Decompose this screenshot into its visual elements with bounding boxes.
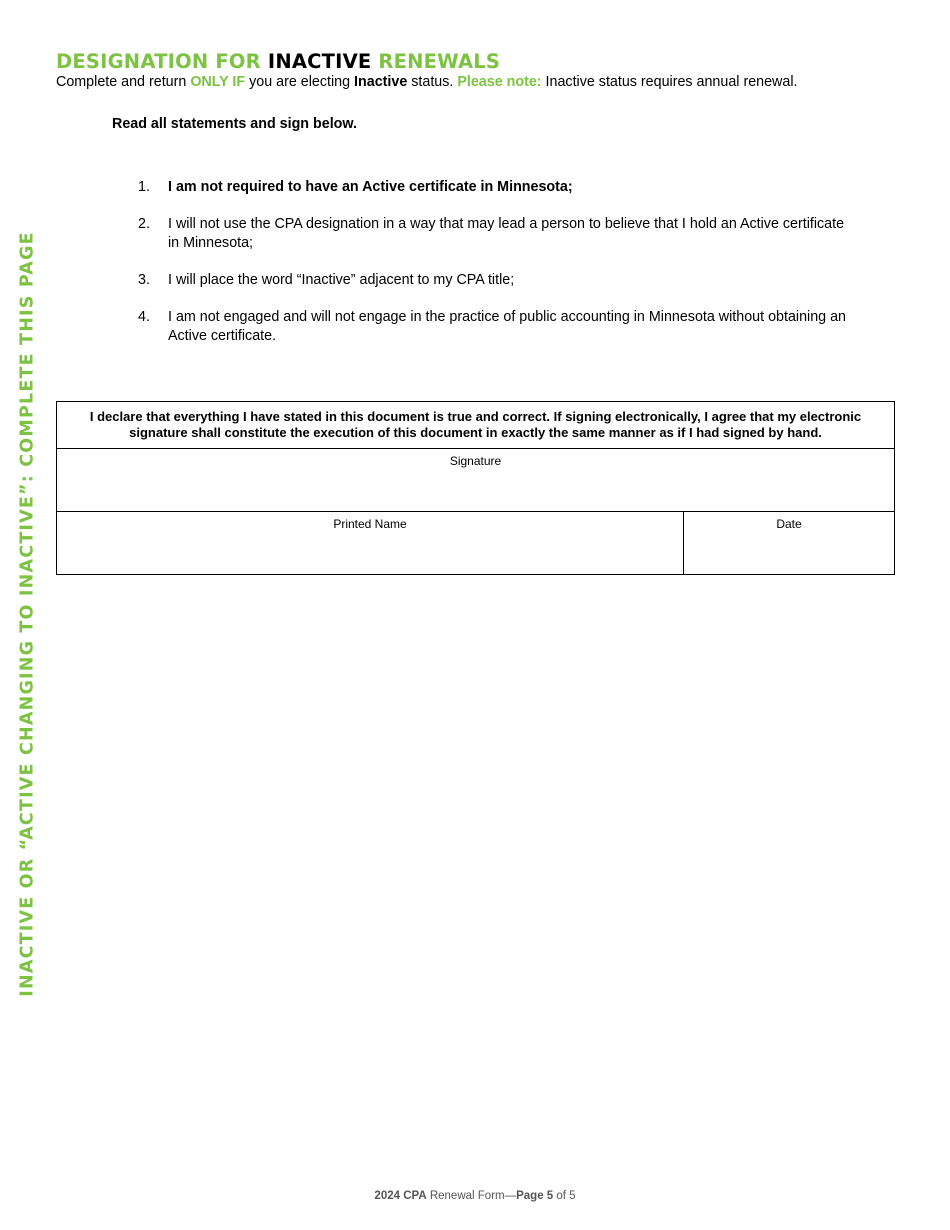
statement-number: 4. <box>138 309 150 325</box>
side-label <box>13 216 43 1011</box>
page-subtitle <box>56 74 797 90</box>
name-date-row <box>57 512 894 574</box>
date-field[interactable] <box>684 512 894 574</box>
title-part-2: INACTIVE <box>267 50 372 73</box>
statement-item <box>138 178 858 197</box>
subtitle-t6: Please note: <box>457 74 542 90</box>
subtitle-t5: status. <box>407 74 458 90</box>
instruction-text: Read all statements and sign below. <box>112 116 357 132</box>
statement-text: I will not use the CPA designation in a way that may lead a person to believe that I hold an Active certificate in Minnesota; <box>168 216 845 251</box>
statement-text: I am not required to have an Active certificate in Minnesota; <box>168 179 573 195</box>
footer-page-word: Page 5 <box>516 1190 554 1202</box>
declaration-text: I declare that everything I have stated in this document is true and correct. If signing electronically, I agree that my electronic signature shall constitute the execution of this document in exactly the same manner as if I had signed by hand. <box>57 402 894 449</box>
page-footer <box>0 1190 950 1202</box>
footer-page-total: of 5 <box>553 1190 576 1202</box>
printed-name-field[interactable] <box>57 512 684 574</box>
printed-name-label: Printed Name <box>333 517 407 531</box>
page-title <box>56 50 500 73</box>
signature-field[interactable] <box>57 449 894 512</box>
statement-number: 2. <box>138 216 150 232</box>
statement-item <box>138 271 858 290</box>
declaration-box <box>56 401 895 575</box>
statement-text: I will place the word “Inactive” adjacent to my CPA title; <box>168 272 515 288</box>
statement-item <box>138 308 858 346</box>
subtitle-t2: ONLY IF <box>190 74 246 90</box>
title-part-1: DESIGNATION FOR <box>56 50 268 73</box>
signature-label: Signature <box>449 454 502 468</box>
statement-number: 1. <box>138 179 150 195</box>
subtitle-t1: Complete and return <box>56 74 191 90</box>
statement-number: 3. <box>138 272 150 288</box>
side-label-text: INACTIVE OR “ACTIVE CHANGING TO INACTIVE”: COMPLETE THIS PAGE <box>18 230 38 997</box>
subtitle-t7: Inactive status requires annual renewal. <box>541 74 798 90</box>
footer-form-name: Renewal Form— <box>426 1190 517 1202</box>
statement-text: I am not engaged and will not engage in the practice of public accounting in Minnesota without obtaining an Active certificate. <box>168 309 846 344</box>
title-part-3: RENEWALS <box>371 50 501 73</box>
date-label: Date <box>776 517 802 531</box>
statements-list <box>138 178 858 364</box>
footer-form-year: 2024 CPA <box>374 1190 427 1202</box>
subtitle-t3: you are electing <box>245 74 355 90</box>
subtitle-t4: Inactive <box>354 74 408 90</box>
statement-item <box>138 215 858 253</box>
